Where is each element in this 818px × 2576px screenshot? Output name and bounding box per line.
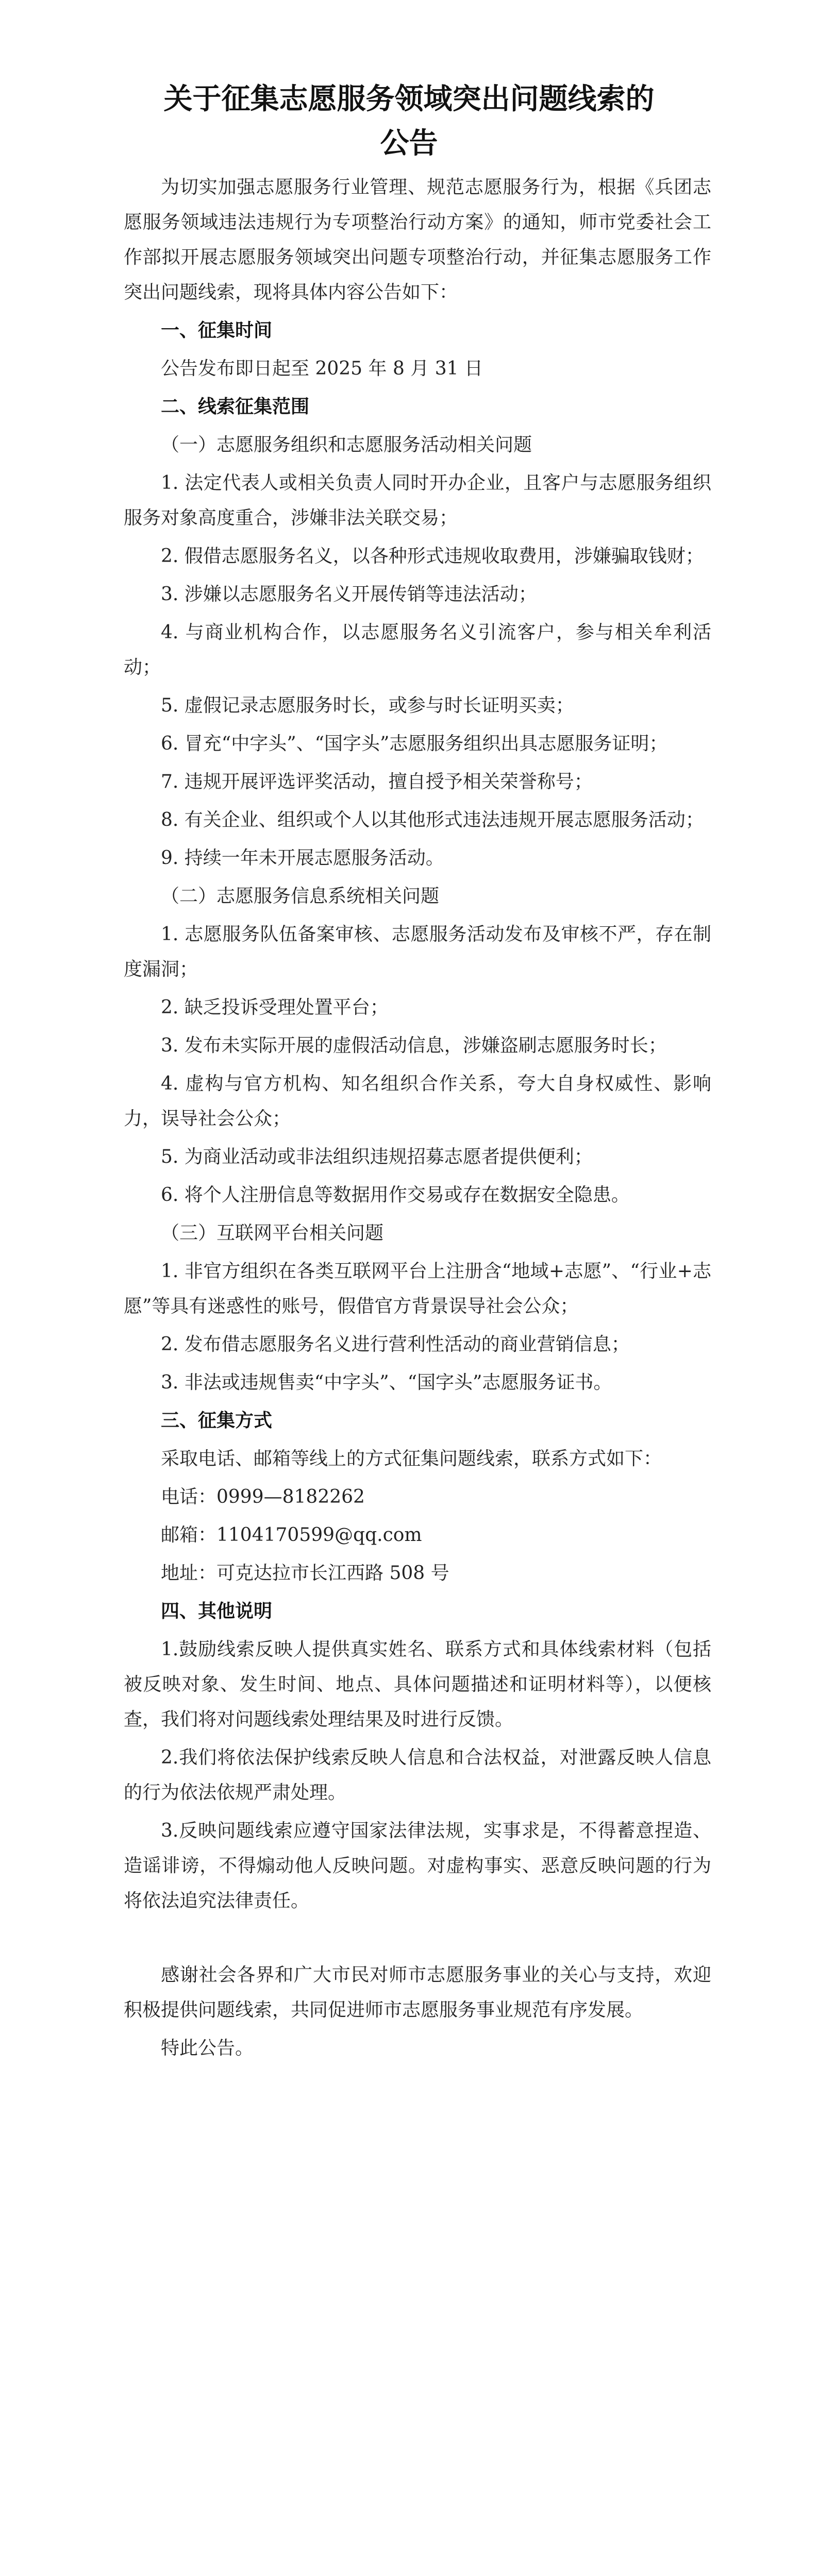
closing-thanks: 感谢社会各界和广大市民对师市志愿服务事业的关心与支持，欢迎积极提供问题线索，共同促进师市志愿服务事业规范有序发展。 — [124, 1964, 711, 2021]
collection-period: 公告发布即日起至 2025 年 8 月 31 日 — [161, 358, 483, 379]
list-item: 2. 发布借志愿服务名义进行营利性活动的商业营销信息； — [161, 1334, 630, 1355]
list-item: 1. 法定代表人或相关负责人同时开办企业，且客户与志愿服务组织服务对象高度重合，涉嫌非法关联交易； — [124, 472, 711, 529]
list-item: 5. 为商业活动或非法组织违规招募志愿者提供便利； — [161, 1146, 593, 1167]
list-item: 9. 持续一年未开展志愿服务活动。 — [161, 848, 444, 869]
title-line-2: 公告 — [380, 127, 438, 160]
method-description: 采取电话、邮箱等线上的方式征集问题线索，联系方式如下： — [161, 1448, 662, 1469]
list-item: 3. 非法或违规售卖“中字头”、“国字头”志愿服务证书。 — [161, 1372, 612, 1393]
contact-address: 地址：可克达拉市长江西路 508 号 — [161, 1563, 449, 1584]
list-item: 3.反映问题线索应遵守国家法律法规，实事求是，不得蓄意捏造、造谣诽谤，不得煽动他人反映问题。对虚构事实、恶意反映问题的行为将依法追究法律责任。 — [124, 1820, 711, 1911]
list-item: 1. 志愿服务队伍备案审核、志愿服务活动发布及审核不严，存在制度漏洞； — [124, 924, 711, 980]
contact-phone: 电话：0999—8182262 — [161, 1486, 365, 1507]
intro-paragraph: 为切实加强志愿服务行业管理、规范志愿服务行为，根据《兵团志愿服务领域违法违规行为专项整治行动方案》的通知，师市党委社会工作部拟开展志愿服务领域突出问题专项整治行动，并征集志愿服务工作突出问题线索，现将具体内容公告如下： — [124, 177, 711, 303]
subsection-heading-internet: （三）互联网平台相关问题 — [161, 1223, 384, 1244]
list-item: 6. 将个人注册信息等数据用作交易或存在数据安全隐患。 — [161, 1184, 630, 1206]
list-item: 1.鼓励线索反映人提供真实姓名、联系方式和具体线索材料（包括被反映对象、发生时间、地点、具体问题描述和证明材料等），以便核查，我们将对问题线索处理结果及时进行反馈。 — [124, 1639, 711, 1730]
announcement-body — [124, 170, 711, 2069]
list-item: 5. 虚假记录志愿服务时长，或参与时长证明买卖； — [161, 695, 574, 716]
section-heading-other: 四、其他说明 — [161, 1601, 273, 1622]
list-item: 2. 假借志愿服务名义，以各种形式违规收取费用，涉嫌骗取钱财； — [161, 546, 704, 567]
page-title — [0, 77, 818, 166]
list-item: 2. 缺乏投诉受理处置平台； — [161, 997, 389, 1018]
list-item: 7. 违规开展评选评奖活动，擅自授予相关荣誉称号； — [161, 771, 593, 792]
list-item: 3. 发布未实际开展的虚假活动信息，涉嫌盗刷志愿服务时长； — [161, 1035, 667, 1056]
list-item: 3. 涉嫌以志愿服务名义开展传销等违法活动； — [161, 584, 537, 605]
closing-notice: 特此公告。 — [161, 2038, 254, 2059]
subsection-heading-info-system: （二）志愿服务信息系统相关问题 — [161, 886, 440, 907]
list-item: 2.我们将依法保护线索反映人信息和合法权益，对泄露反映人信息的行为依法依规严肃处理。 — [124, 1747, 711, 1803]
list-item: 4. 虚构与官方机构、知名组织合作关系，夸大自身权威性、影响力，误导社会公众； — [124, 1073, 711, 1129]
subsection-heading-organizations: （一）志愿服务组织和志愿服务活动相关问题 — [161, 434, 532, 455]
title-line-1: 关于征集志愿服务领域突出问题线索的 — [163, 82, 655, 116]
section-heading-scope: 二、线索征集范围 — [161, 396, 310, 417]
list-item: 1. 非官方组织在各类互联网平台上注册含“地域+志愿”、“行业+志愿”等具有迷惑性的账号，假借官方背景误导社会公众； — [124, 1261, 711, 1317]
section-heading-time: 一、征集时间 — [161, 320, 273, 341]
contact-email: 邮箱：1104170599@qq.com — [161, 1524, 422, 1546]
list-item: 8. 有关企业、组织或个人以其他形式违法违规开展志愿服务活动； — [161, 809, 704, 831]
section-heading-method: 三、征集方式 — [161, 1410, 273, 1431]
list-item: 4. 与商业机构合作，以志愿服务名义引流客户，参与相关牟利活动； — [124, 622, 711, 678]
list-item: 6. 冒充“中字头”、“国字头”志愿服务组织出具志愿服务证明； — [161, 733, 668, 754]
